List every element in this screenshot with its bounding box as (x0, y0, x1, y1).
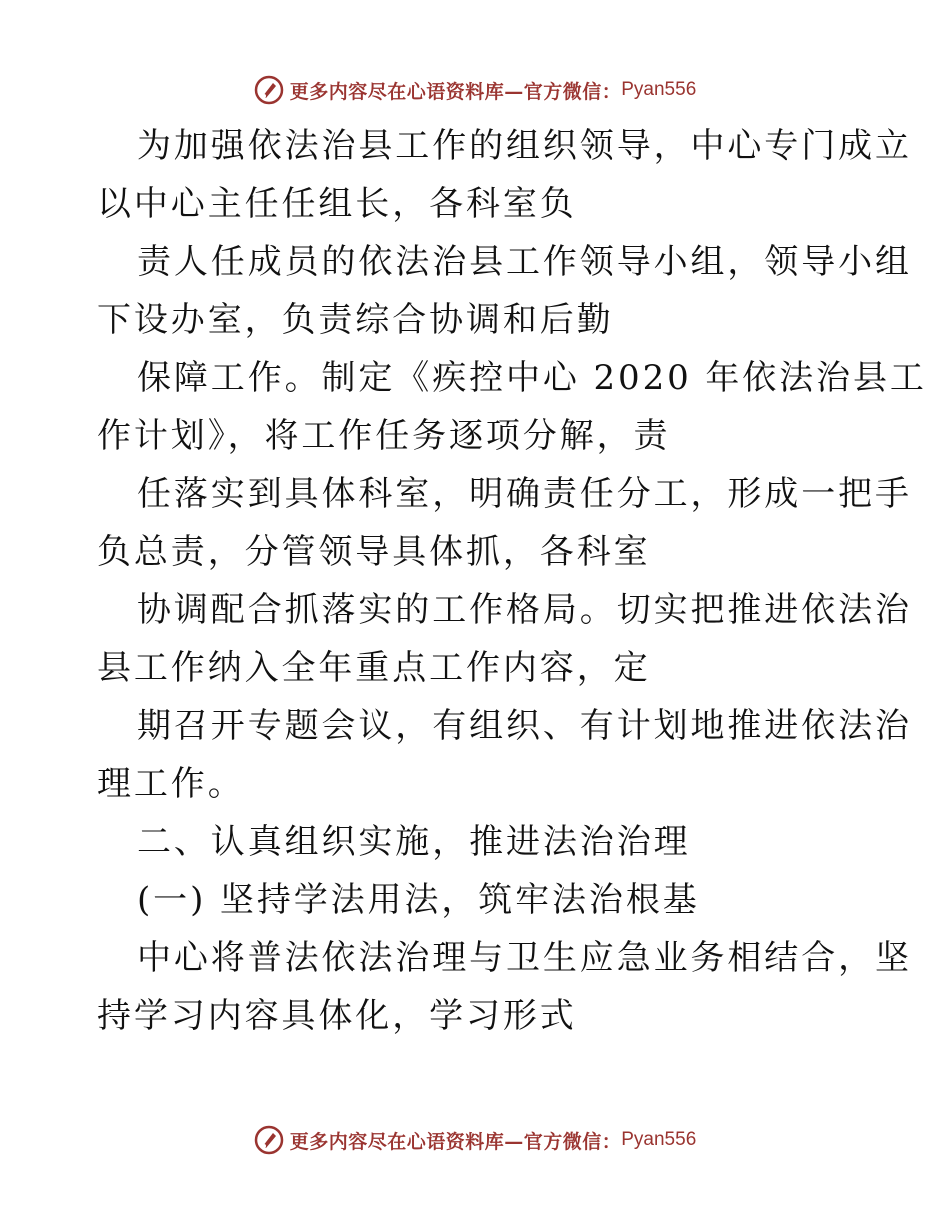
watermark-text: 更多内容尽在心语资料库—官方微信： (289, 1130, 622, 1153)
text-line: 下设办室，负责综合协调和后勤 (97, 300, 614, 340)
watermark-id: Pyan556 (621, 79, 697, 100)
text-line: 保障工作。制定《疾控中心 2020 年依法治县工 (137, 358, 927, 398)
text-line: 以中心主任任组长，各科室负 (97, 184, 577, 224)
text-line: 中心将普法依法治理与卫生应急业务相结合，坚 (137, 938, 912, 978)
text-line: 协调配合抓落实的工作格局。切实把推进依法治 (137, 590, 912, 630)
logo-icon (254, 75, 284, 105)
text-line: 责人任成员的依法治县工作领导小组，领导小组 (137, 242, 912, 282)
header-watermark (0, 70, 950, 110)
footer-watermark (0, 1120, 950, 1160)
watermark-id: Pyan556 (621, 1129, 697, 1150)
watermark-text: 更多内容尽在心语资料库—官方微信： (289, 80, 622, 103)
text-line: 为加强依法治县工作的组织领导，中心专门成立 (137, 126, 912, 166)
text-line: 任落实到具体科室，明确责任分工，形成一把手 (137, 474, 912, 514)
logo-icon (254, 1125, 284, 1155)
text-line: 县工作纳入全年重点工作内容，定 (97, 648, 651, 688)
subsection-heading: (一) 坚持学法用法，筑牢法治根基 (137, 880, 700, 920)
text-line: 负总责，分管领导具体抓，各科室 (97, 532, 651, 572)
text-line: 持学习内容具体化，学习形式 (97, 996, 577, 1036)
text-line: 期召开专题会议，有组织、有计划地推进依法治 (137, 706, 912, 746)
text-line: 理工作。 (97, 764, 245, 804)
text-line: 作计划》，将工作任务逐项分解，责 (97, 416, 671, 456)
document-body (97, 117, 927, 1045)
section-heading: 二、认真组织实施，推进法治治理 (137, 822, 691, 862)
